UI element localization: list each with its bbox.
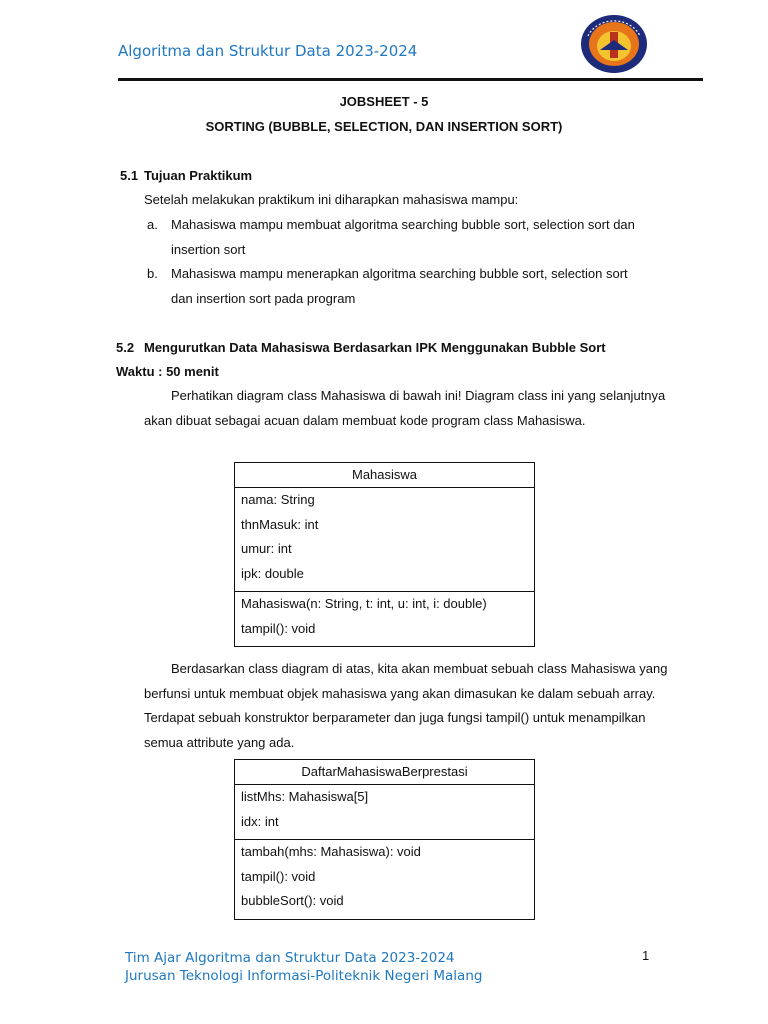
jobsheet-title: JOBSHEET - 5: [339, 94, 429, 109]
paragraph-1-line2: akan dibuat sebagai acuan dalam membuat kode program class Mahasiswa.: [144, 413, 586, 428]
list-item-a-line2: insertion sort: [171, 242, 246, 257]
uml-methods: [235, 592, 534, 646]
paragraph-1-line1: Perhatikan diagram class Mahasiswa di bawah ini! Diagram class ini yang selanjutnya: [171, 388, 666, 403]
uml-method: tambah(mhs: Mahasiswa): void: [241, 844, 421, 859]
paragraph-2-line4: semua attribute yang ada.: [144, 735, 295, 750]
uml-method: tampil(): void: [241, 620, 316, 636]
uml-class-name: Mahasiswa: [235, 463, 534, 488]
uml-class-mahasiswa: [234, 462, 535, 647]
footer-department: Jurusan Teknologi Informasi-Politeknik Negeri Malang: [125, 968, 483, 984]
header-title: Algoritma dan Struktur Data 2023-2024: [118, 42, 418, 60]
uml-attribute: nama: String: [241, 492, 315, 507]
uml-attributes: [235, 488, 534, 592]
footer-team: Tim Ajar Algoritma dan Struktur Data 2023-2024: [125, 950, 455, 966]
uml-attribute: ipk: double: [241, 565, 304, 581]
jobsheet-subtitle: SORTING (BUBBLE, SELECTION, DAN INSERTION SORT): [205, 119, 563, 134]
uml-attribute: umur: int: [241, 541, 292, 556]
section-5-2-title: Mengurutkan Data Mahasiswa Berdasarkan IPK Menggunakan Bubble Sort: [144, 340, 606, 355]
uml-method: tampil(): void: [241, 868, 316, 884]
section-5-2-number: 5.2: [116, 340, 135, 355]
uml-class-name: DaftarMahasiswaBerprestasi: [235, 760, 534, 785]
uml-attribute: listMhs: Mahasiswa[5]: [241, 789, 369, 804]
section-5-1-intro: Setelah melakukan praktikum ini diharapkan mahasiswa mampu:: [144, 192, 519, 207]
list-marker-a: a.: [147, 217, 158, 232]
waktu-label: Waktu : 50 menit: [116, 364, 219, 379]
section-5-1-number: 5.1: [120, 168, 139, 183]
list-item-b-line2: dan insertion sort pada program: [171, 291, 356, 306]
uml-attributes: [235, 785, 534, 840]
header-divider: [118, 78, 703, 81]
uml-attribute: thnMasuk: int: [241, 516, 319, 532]
uml-method: Mahasiswa(n: String, t: int, u: int, i: double): [241, 596, 487, 611]
list-item-a-line1: Mahasiswa mampu membuat algoritma searching bubble sort, selection sort dan: [171, 217, 635, 232]
paragraph-2-line3: Terdapat sebuah konstruktor berparameter dan juga fungsi tampil() untuk menampilkan: [144, 710, 646, 725]
uml-attribute: idx: int: [241, 813, 279, 829]
paragraph-2-line2: berfunsi untuk membuat objek mahasiswa yang akan dimasukan ke dalam sebuah array.: [144, 686, 656, 701]
uml-methods: [235, 840, 534, 919]
uml-method: bubbleSort(): void: [241, 893, 344, 908]
paragraph-2-line1: Berdasarkan class diagram di atas, kita akan membuat sebuah class Mahasiswa yang: [171, 661, 668, 676]
page-number: 1: [642, 948, 650, 963]
section-5-1-title: Tujuan Praktikum: [144, 168, 253, 183]
list-item-b-line1: Mahasiswa mampu menerapkan algoritma searching bubble sort, selection sort: [171, 266, 628, 281]
list-marker-b: b.: [147, 266, 158, 281]
uml-class-daftar-mahasiswa-berprestasi: [234, 759, 535, 920]
polinema-logo: [578, 14, 650, 74]
